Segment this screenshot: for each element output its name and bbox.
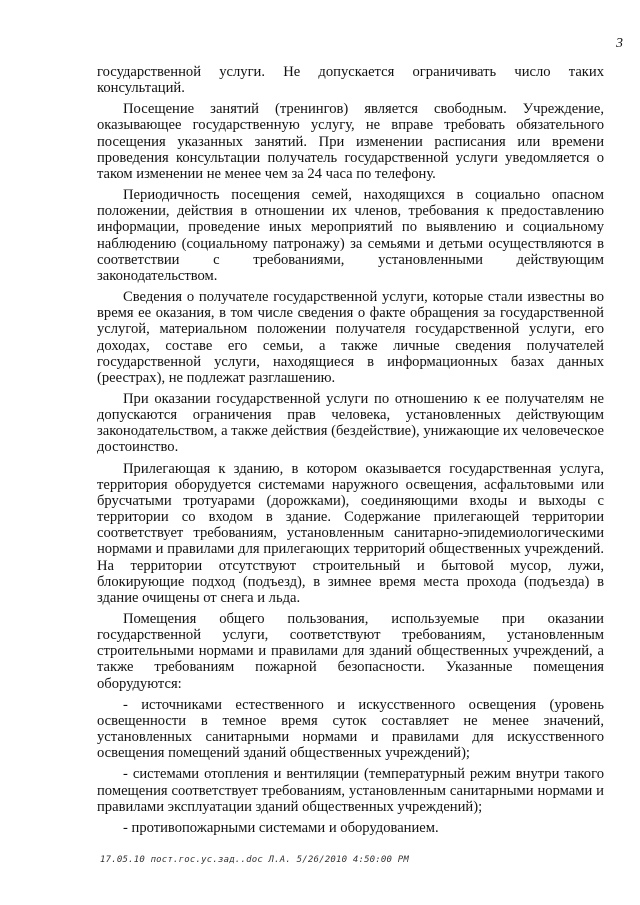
list-item-lighting: - источниками естественного и искусственного освещения (уровень освещенности в темное время суток составляет не менее значений, установленных санитарными нормами и правилами для искусственного освещения помещений зданий общественных учреждений); (97, 696, 604, 762)
page-number: 3 (616, 36, 623, 51)
document-footer: 17.05.10 пост.гос.ус.зад..doc Л.А. 5/26/2010 4:50:00 PM (100, 855, 410, 865)
paragraph-trainings: Посещение занятий (тренингов) является свободным. Учреждение, оказывающее государственную услугу, не вправе требовать обязательного посещения указанных занятий. При изменении расписания или времени проведения консультации получатель государственной услуги уведомляется о таком изменении не менее чем за 24 часа по телефону. (97, 101, 604, 182)
paragraph-territory: Прилегающая к зданию, в котором оказывается государственная услуга, территория оборудуется системами наружного освещения, асфальтовыми или брусчатыми тротуарами (дорожками), соединяющими входы и выходы с территории со входом в здание. Содержание прилегающей территории соответствует требованиям, установленным санитарно-эпидемиологическими нормами и правилами для прилегающих территорий общественных учреждений. На территории отсутствуют строительный и бытовой мусор, лужи, блокирующие подход (подъезд), в зимнее время места прохода (подъезда) в здание очищены от снега и льда. (97, 460, 604, 606)
paragraph-human-rights: При оказании государственной услуги по отношению к ее получателям не допускаются ограничения прав человека, установленных действующим законодательством, а также действия (бездействие), унижающие их человеческое достоинство. (97, 390, 604, 456)
paragraph-confidentiality: Сведения о получателе государственной услуги, которые стали известны во время ее оказания, в том числе сведения о факте обращения за государственной услугой, материальном положении получателя государственной услуги, его доходах, составе его семьи, а также личные сведения получателей государственной услуги, находящиеся в информационных базах данных (реестрах), не подлежат разглашению. (97, 289, 604, 386)
paragraph-premises: Помещения общего пользования, используемые при оказании государственной услуги, соответствуют требованиям, установленным строительными нормами и правилами для зданий общественных учреждений, а также требованиям пожарной безопасности. Указанные помещения оборудуются: (97, 611, 604, 692)
document-body (97, 64, 604, 841)
paragraph-family-visits: Периодичность посещения семей, находящихся в социально опасном положении, действия в отношении их членов, требования к предоставлению информации, проведение иных мероприятий по выявлению и социальному наблюдению (социальному патронажу) за семьями и детьми осуществляются в соответствии с требованиями, установленными действующим законодательством. (97, 187, 604, 284)
paragraph-continuation: государственной услуги. Не допускается ограничивать число таких консультаций. (97, 64, 604, 97)
list-item-fire-safety: - противопожарными системами и оборудованием. (123, 819, 439, 836)
list-item-heating: - системами отопления и вентиляции (температурный режим внутри такого помещения соответствует требованиям, установленным санитарными нормами и правилами эксплуатации зданий общественных учреждений); (97, 766, 604, 815)
